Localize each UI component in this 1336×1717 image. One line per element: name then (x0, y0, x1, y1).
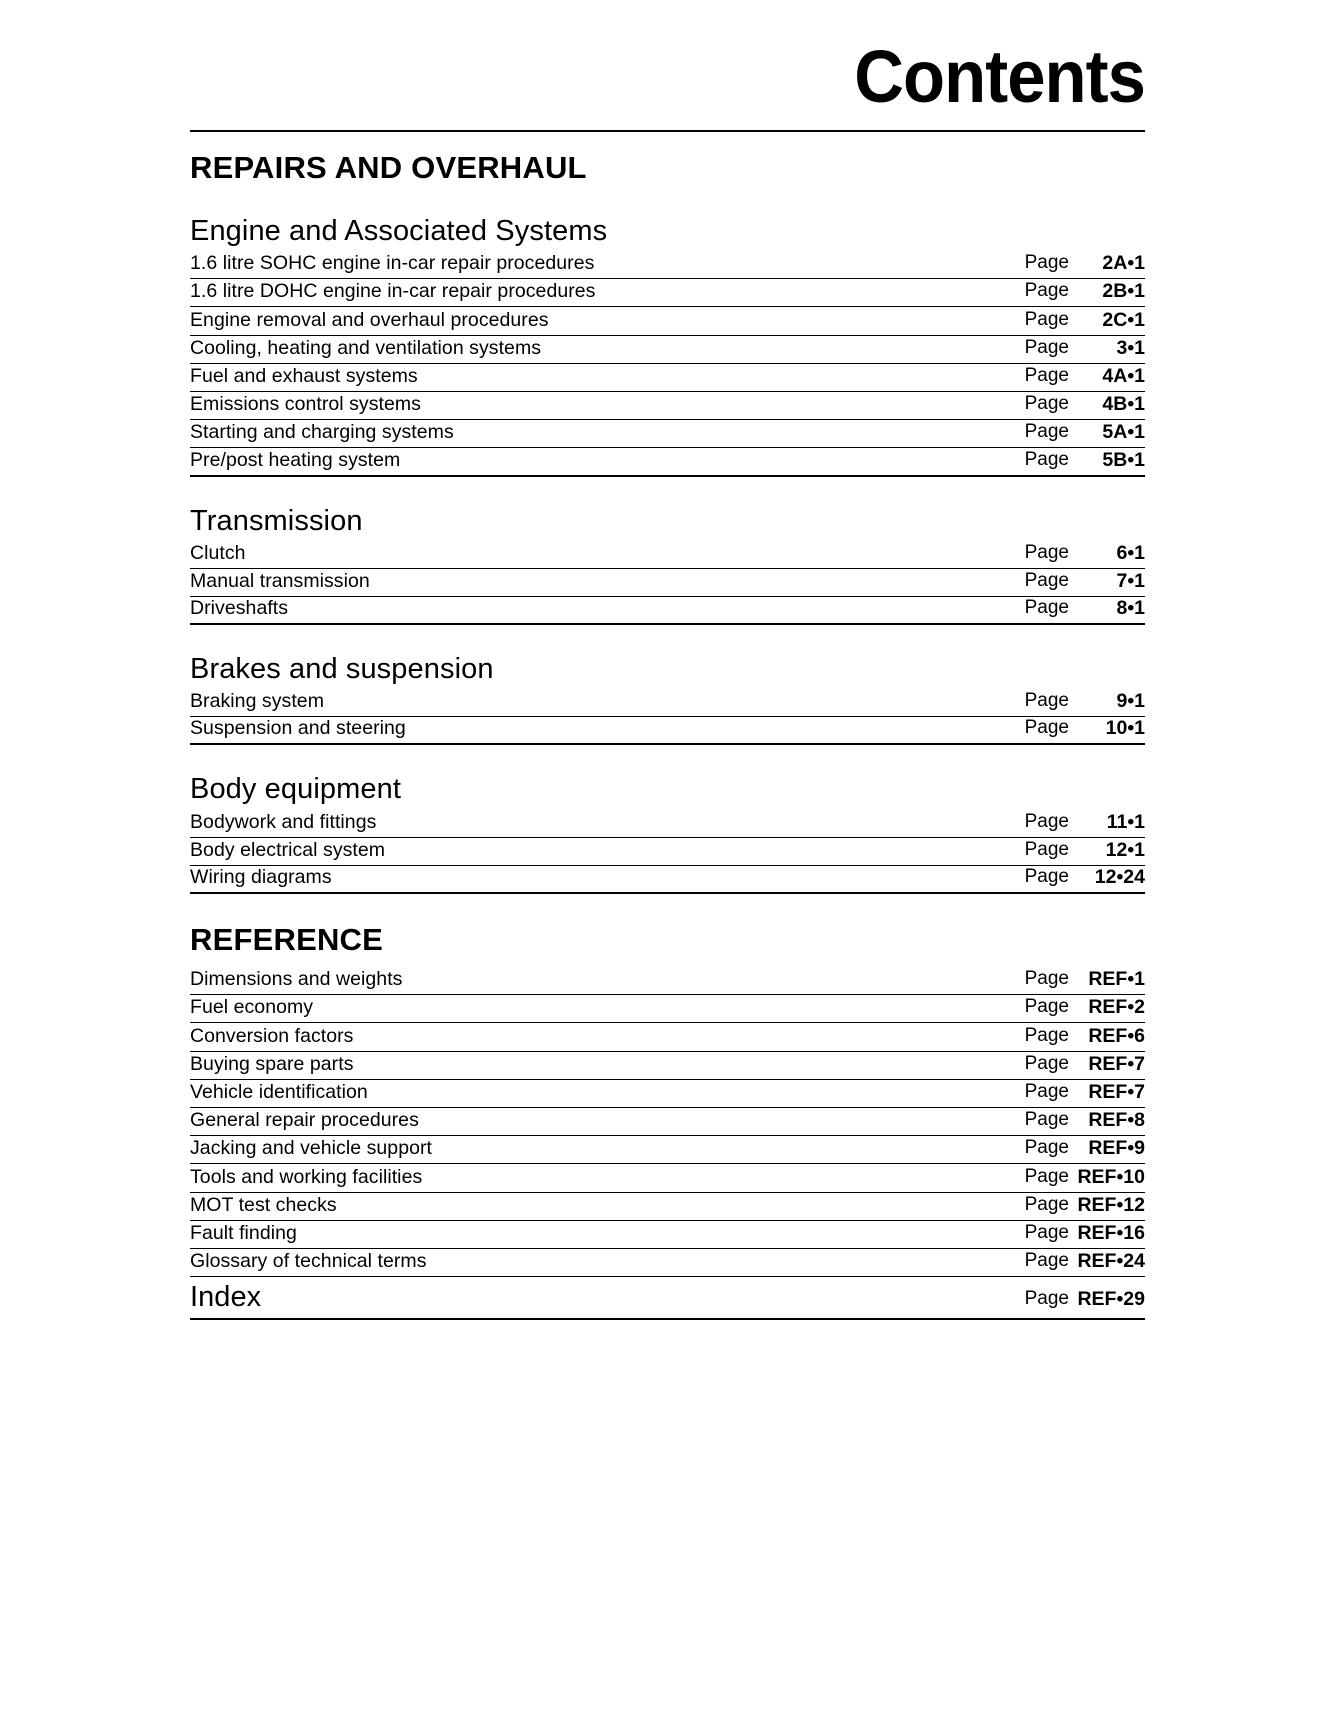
group-engine-and-associated-systems (190, 213, 1145, 477)
contents-row-page-label: Page (1024, 252, 1069, 274)
contents-row-title: Glossary of technical terms (190, 1250, 427, 1273)
contents-row-page-number: 5B•1 (1102, 448, 1145, 471)
contents-row-page-label: Page (1024, 393, 1069, 415)
contents-row-page-number: 6•1 (1116, 541, 1145, 564)
contents-row[interactable] (190, 809, 1145, 837)
contents-row-title: Bodywork and fittings (190, 810, 377, 833)
contents-row-page-label: Page (1024, 569, 1069, 591)
contents-row[interactable] (190, 717, 1145, 745)
contents-row-title: Pre/post heating system (190, 448, 401, 471)
contents-row-page-label: Page (1024, 1109, 1069, 1131)
contents-row-page-number: REF•7 (1088, 1052, 1145, 1075)
contents-row-title: 1.6 litre SOHC engine in-car repair procedures (190, 252, 595, 275)
contents-row-title: General repair procedures (190, 1109, 419, 1132)
contents-row-title: Cooling, heating and ventilation systems (190, 336, 542, 359)
contents-row-title: Jacking and vehicle support (190, 1137, 432, 1160)
contents-row[interactable] (190, 448, 1145, 476)
part-heading-reference: REFERENCE (190, 922, 383, 957)
contents-row-page-number: REF•9 (1088, 1137, 1145, 1160)
contents-row-page-number: REF•10 (1077, 1165, 1145, 1188)
group-rows (190, 689, 1145, 745)
contents-row-page-label: Page (1024, 838, 1069, 860)
contents-row-title: Buying spare parts (190, 1052, 354, 1075)
title-divider (190, 130, 1145, 132)
group-rows (190, 541, 1145, 626)
contents-row-page-label: Page (1024, 996, 1069, 1018)
contents-row[interactable] (190, 1249, 1145, 1277)
contents-body (190, 149, 1145, 1320)
contents-row-page-number: 11•1 (1106, 810, 1145, 833)
contents-row-title: Body electrical system (190, 838, 386, 861)
contents-row-page-label: Page (1024, 866, 1069, 887)
contents-row-page-number: REF•16 (1077, 1221, 1145, 1244)
contents-row-title: Index (190, 1281, 262, 1314)
contents-row-page-number: REF•8 (1088, 1109, 1145, 1132)
contents-row-page-number: 3•1 (1116, 336, 1145, 359)
contents-row-title: Tools and working facilities (190, 1165, 423, 1188)
contents-row-page-label: Page (1024, 1288, 1069, 1310)
contents-row-page-label: Page (1024, 690, 1069, 712)
contents-row[interactable] (190, 1108, 1145, 1136)
contents-row-page-number: 4B•1 (1102, 393, 1145, 416)
group-heading-engine-and-associated-systems: Engine and Associated Systems (190, 215, 608, 247)
group-rows (190, 251, 1145, 477)
part-heading-repairs-and-overhaul: REPAIRS AND OVERHAUL (190, 150, 587, 185)
contents-row-page-number: REF•24 (1077, 1250, 1145, 1273)
contents-row-page-label: Page (1024, 1052, 1069, 1074)
contents-row[interactable] (190, 1277, 1145, 1320)
contents-row-title: Braking system (190, 690, 324, 713)
group-heading-brakes-and-suspension: Brakes and suspension (190, 653, 494, 686)
contents-row[interactable] (190, 1136, 1145, 1164)
group-transmission (190, 503, 1145, 626)
contents-row-page-number: 10•1 (1105, 717, 1145, 740)
contents-row-page-label: Page (1024, 1250, 1069, 1272)
contents-row[interactable] (190, 967, 1145, 995)
group-heading-transmission: Transmission (190, 504, 363, 537)
contents-row-page-label: Page (1024, 336, 1069, 358)
contents-row-title: Conversion factors (190, 1024, 354, 1047)
contents-row-page-number: 4A•1 (1102, 364, 1145, 387)
contents-row-page-number: 12•24 (1094, 866, 1145, 888)
contents-row-title: Fault finding (190, 1221, 297, 1244)
contents-row-title: Emissions control systems (190, 393, 421, 416)
contents-row-page-number: 5A•1 (1102, 421, 1145, 444)
contents-row[interactable] (190, 251, 1145, 279)
contents-row-page-label: Page (1024, 364, 1069, 386)
contents-row-page-label: Page (1024, 280, 1069, 302)
contents-row-page-number: 2A•1 (1102, 252, 1145, 275)
contents-row-page-number: 2B•1 (1102, 280, 1145, 303)
contents-row[interactable] (190, 569, 1145, 597)
contents-row-title: Vehicle identification (190, 1080, 368, 1103)
contents-row-page-label: Page (1024, 968, 1069, 990)
contents-row-title: Driveshafts (190, 597, 289, 620)
contents-row[interactable] (190, 1164, 1145, 1192)
contents-row-title: Suspension and steering (190, 717, 406, 740)
contents-row-title: Manual transmission (190, 569, 370, 592)
contents-row[interactable] (190, 1193, 1145, 1221)
contents-row-page-number: REF•6 (1088, 1024, 1145, 1047)
contents-row[interactable] (190, 307, 1145, 335)
contents-row[interactable] (190, 420, 1145, 448)
content-frame (190, 0, 1145, 1320)
contents-row-page-label: Page (1024, 541, 1069, 563)
group-brakes-and-suspension (190, 651, 1145, 745)
contents-row-page-label: Page (1024, 1024, 1069, 1046)
contents-row[interactable] (190, 689, 1145, 717)
contents-row-page-label: Page (1024, 1193, 1069, 1215)
contents-row-title: Starting and charging systems (190, 421, 454, 444)
contents-row-title: Engine removal and overhaul procedures (190, 308, 549, 331)
contents-row-page-label: Page (1024, 597, 1069, 619)
contents-row[interactable] (190, 336, 1145, 364)
contents-row-page-label: Page (1024, 448, 1069, 470)
contents-row[interactable] (190, 866, 1145, 894)
contents-row[interactable] (190, 1221, 1145, 1249)
reference-rows (190, 967, 1145, 1320)
contents-row-page-number: REF•12 (1077, 1193, 1145, 1216)
contents-row[interactable] (190, 995, 1145, 1023)
contents-row-title: 1.6 litre DOHC engine in-car repair procedures (190, 280, 596, 303)
contents-row-page-label: Page (1024, 717, 1069, 739)
contents-row-page-label: Page (1024, 1221, 1069, 1243)
group-body-equipment (190, 771, 1145, 894)
contents-row-title: Clutch (190, 541, 246, 564)
page-title: Contents (854, 35, 1145, 118)
contents-row-page-number: REF•7 (1088, 1080, 1145, 1103)
contents-row-title: Fuel and exhaust systems (190, 364, 418, 387)
contents-row-title: Dimensions and weights (190, 968, 403, 991)
contents-row-page-number: 2C•1 (1102, 308, 1145, 331)
contents-row-page-label: Page (1024, 810, 1069, 832)
contents-row-page-number: REF•2 (1088, 996, 1145, 1019)
contents-row[interactable] (190, 1023, 1145, 1051)
group-rows (190, 809, 1145, 894)
contents-row-page-number: 7•1 (1116, 569, 1145, 592)
contents-row[interactable] (190, 1052, 1145, 1080)
contents-row-page-number: 8•1 (1116, 597, 1145, 620)
contents-row-page-label: Page (1024, 1165, 1069, 1187)
contents-row[interactable] (190, 838, 1145, 866)
contents-row[interactable] (190, 364, 1145, 392)
contents-row[interactable] (190, 1080, 1145, 1108)
contents-row[interactable] (190, 392, 1145, 420)
contents-row-page-number: REF•1 (1088, 968, 1145, 991)
contents-row-title: Wiring diagrams (190, 866, 332, 888)
contents-row-page-number: 12•1 (1105, 838, 1145, 861)
contents-row-page-number: 9•1 (1116, 690, 1145, 713)
contents-row[interactable] (190, 541, 1145, 569)
contents-row-page-label: Page (1024, 308, 1069, 330)
contents-row-title: MOT test checks (190, 1193, 337, 1216)
contents-row-page-label: Page (1024, 1080, 1069, 1102)
group-heading-body-equipment: Body equipment (190, 773, 401, 806)
contents-row-page-label: Page (1024, 421, 1069, 443)
contents-row-page-label: Page (1024, 1137, 1069, 1159)
contents-row[interactable] (190, 279, 1145, 307)
contents-row-page-number: REF•29 (1077, 1288, 1145, 1311)
contents-row[interactable] (190, 597, 1145, 625)
contents-row-title: Fuel economy (190, 996, 314, 1019)
